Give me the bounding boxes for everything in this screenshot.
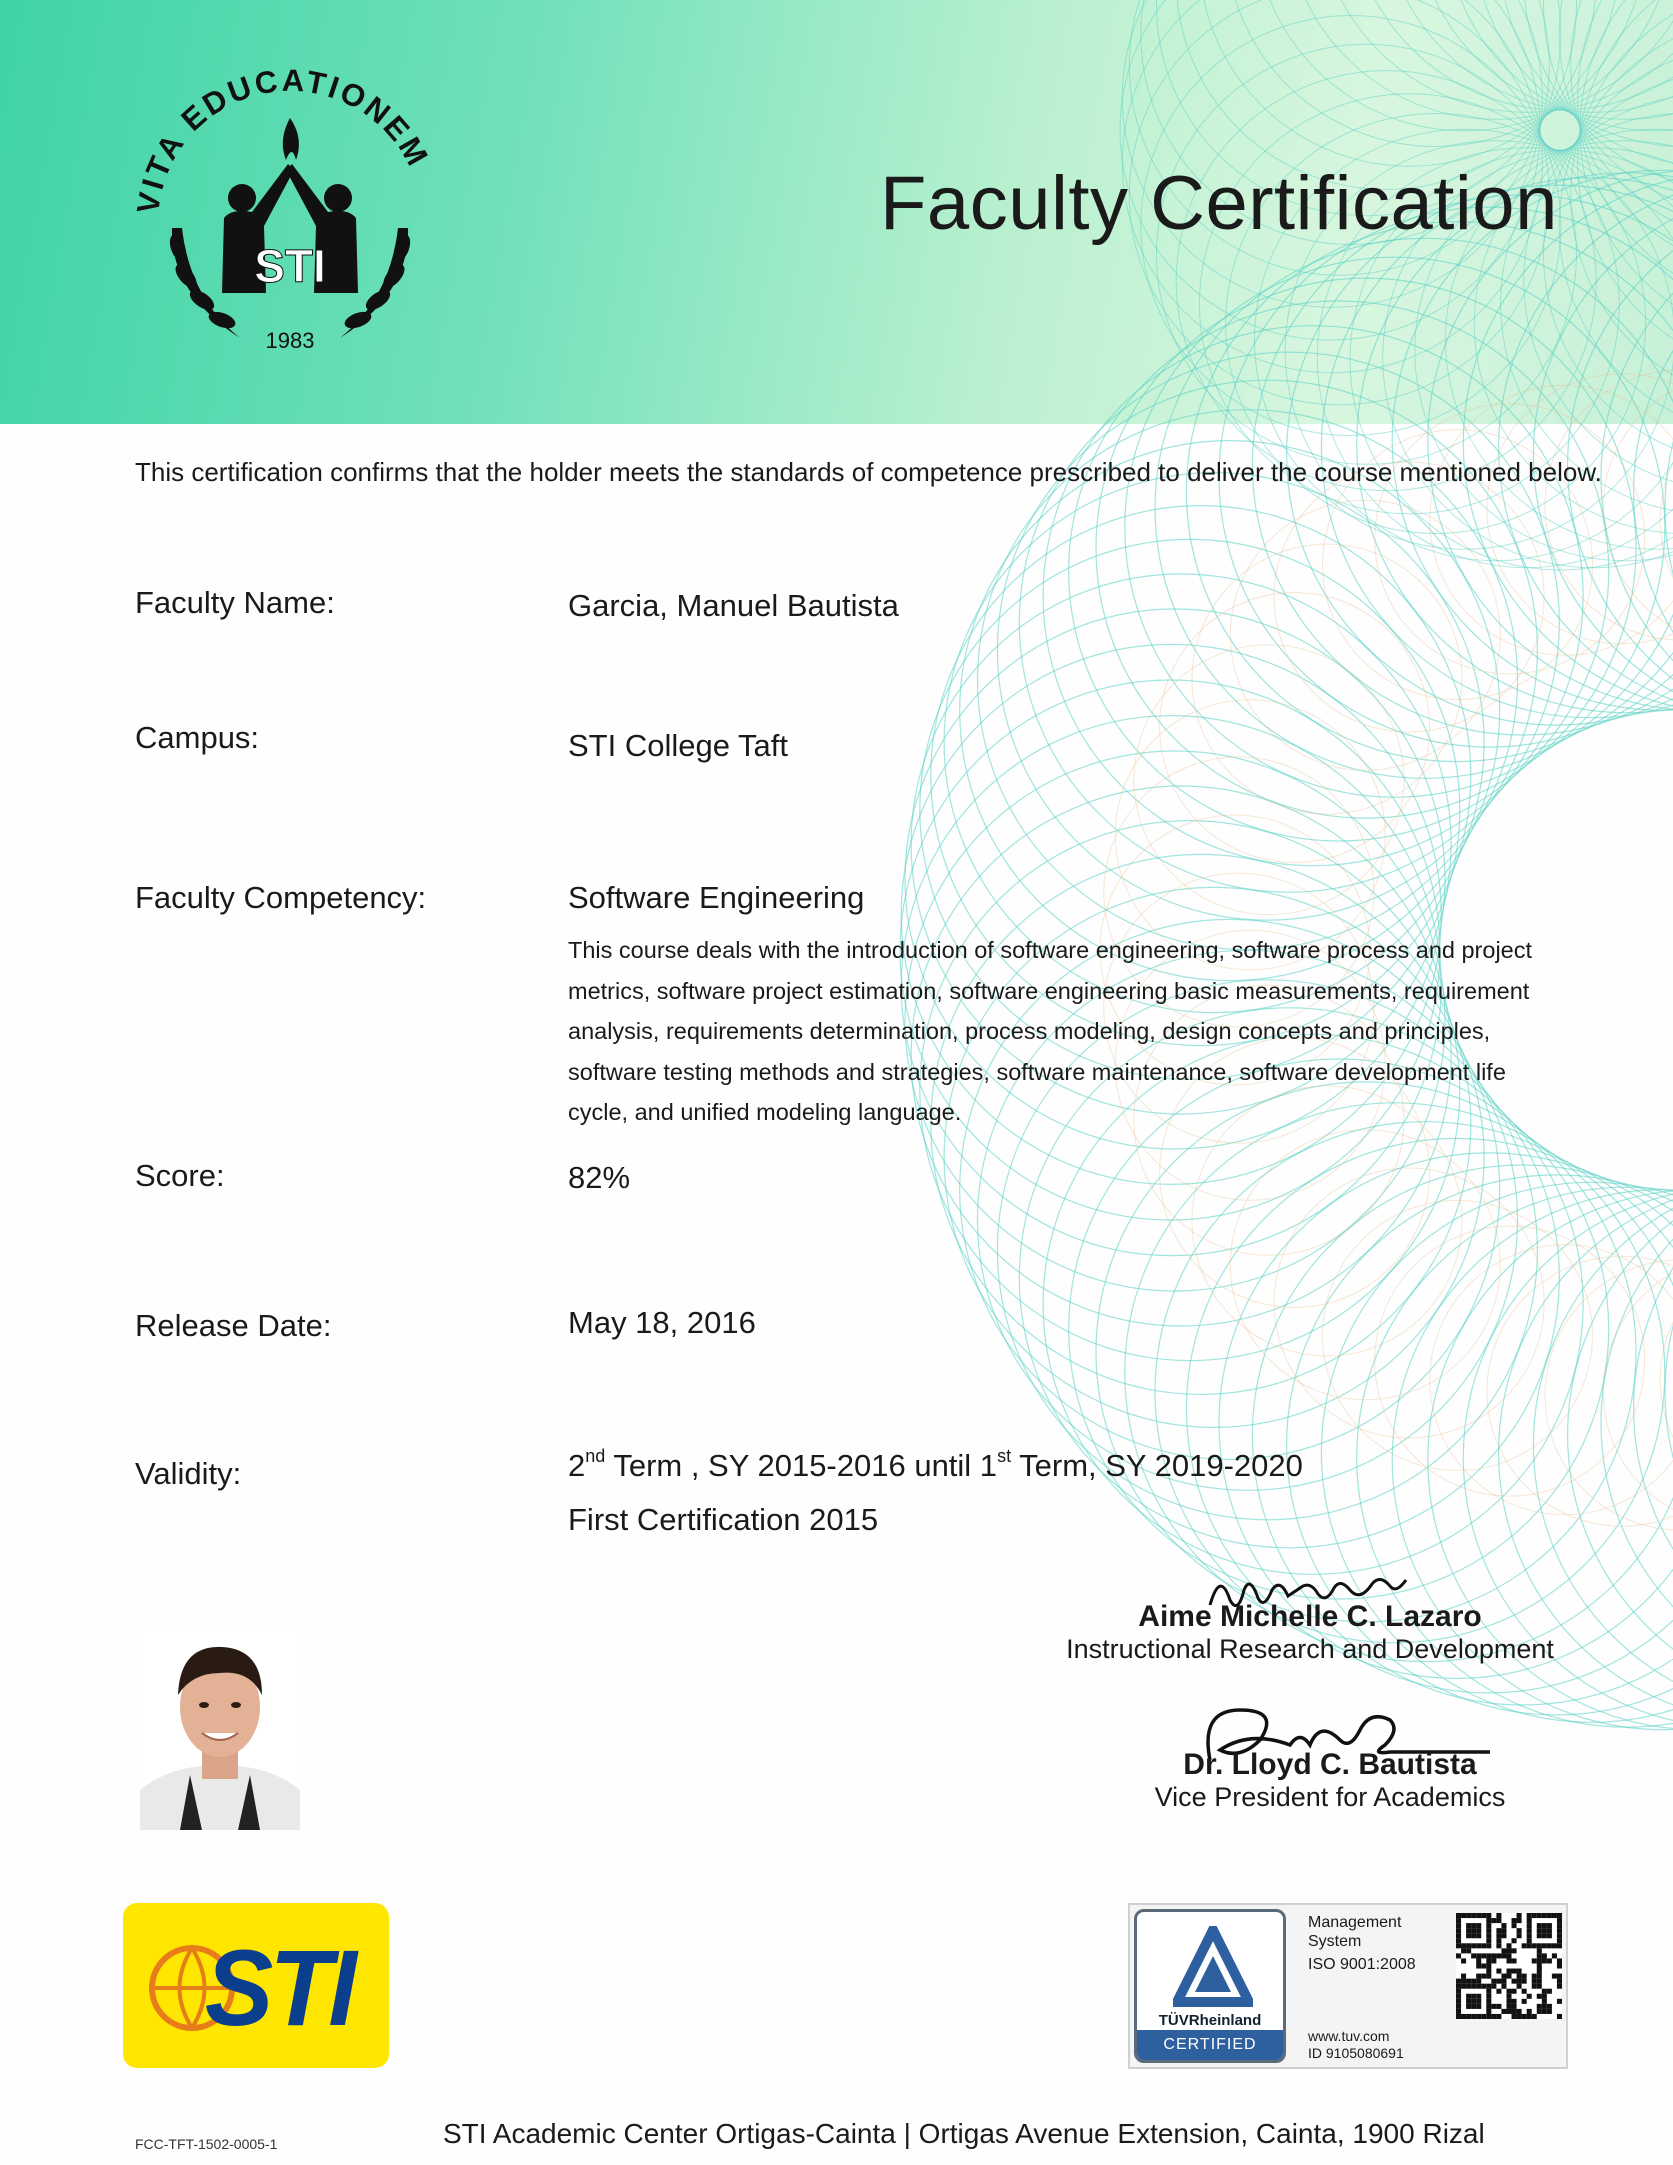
tuv-mark (1134, 1909, 1286, 2063)
tuv-id: ID 9105080691 (1308, 2045, 1404, 2061)
validity-label: Validity: (135, 1456, 242, 1491)
seal-brand: STI (254, 240, 326, 292)
validity-sup-end: st (997, 1446, 1012, 1466)
seal-year: 1983 (265, 328, 315, 353)
competency-label: Faculty Competency: (135, 880, 427, 915)
signatory-2-title: Vice President for Academics (1154, 1782, 1506, 1812)
faculty-name-label: Faculty Name: (135, 585, 335, 620)
intro-text: This certification confirms that the holder meets the standards of competence prescribed to deliver the course mentioned below. (135, 457, 1602, 487)
validity-sup-start: nd (585, 1446, 606, 1466)
validity-term-start: 2 (568, 1448, 586, 1483)
qr-code-icon (1456, 1913, 1562, 2019)
sti-brand-logo (123, 1903, 389, 2068)
score-label: Score: (135, 1158, 225, 1193)
document-code: FCC-TFT-1502-0005-1 (135, 2136, 278, 2152)
sti-logo-text: STI (204, 1927, 354, 2048)
tuv-system-line2: System (1308, 1933, 1362, 1950)
signatory-2 (1040, 1748, 1620, 1813)
faculty-name-value: Garcia, Manuel Bautista (568, 588, 899, 623)
campus-label: Campus: (135, 720, 260, 755)
campus-value: STI College Taft (568, 728, 788, 763)
first-certification: First Certification 2015 (568, 1502, 879, 1537)
validity-term-end: Term, SY 2019-2020 (1011, 1448, 1303, 1483)
score-value: 82% (568, 1160, 631, 1195)
signatory-1-title: Instructional Research and Development (1066, 1634, 1554, 1664)
tuv-certified-label: CERTIFIED (1137, 2030, 1283, 2060)
sti-seal-logo (120, 48, 460, 368)
competency-description: This course deals with the introduction of software engineering, software process and project metrics, software project estimation, software engineering basic measurements, requirement analysis, requirements determination, process modeling, design concepts and principles, software testing methods and strategies, software maintenance, software development life cycle, and unified modeling language. (568, 937, 1533, 1125)
validity-value (568, 1448, 1303, 1484)
faculty-photo (140, 1625, 300, 1830)
signatory-2-name: Dr. Lloyd C. Bautista (1183, 1748, 1477, 1781)
signatory-1-name: Aime Michelle C. Lazaro (1138, 1600, 1482, 1633)
tuv-standard: ISO 9001:2008 (1308, 1956, 1416, 1973)
release-date-value: May 18, 2016 (568, 1305, 756, 1340)
release-date-label: Release Date: (135, 1308, 332, 1343)
signatory-1 (1050, 1600, 1570, 1665)
tuv-system-line1: Management (1308, 1914, 1402, 1931)
seal-motto: VITA EDUCATIONEM (130, 62, 437, 216)
tuv-url: www.tuv.com (1308, 2028, 1390, 2044)
footer-address: STI Academic Center Ortigas-Cainta | Ortigas Avenue Extension, Cainta, 1900 Rizal (443, 2118, 1485, 2149)
competency-value: Software Engineering (568, 880, 865, 915)
tuv-certification-badge (1128, 1903, 1568, 2069)
triangle-icon (1173, 1926, 1253, 2008)
tuv-brand: TÜVRheinland (1158, 2012, 1262, 2029)
validity-term-mid: Term , SY 2015-2016 until 1 (605, 1448, 998, 1483)
certificate-title: Faculty Certification (880, 161, 1558, 246)
